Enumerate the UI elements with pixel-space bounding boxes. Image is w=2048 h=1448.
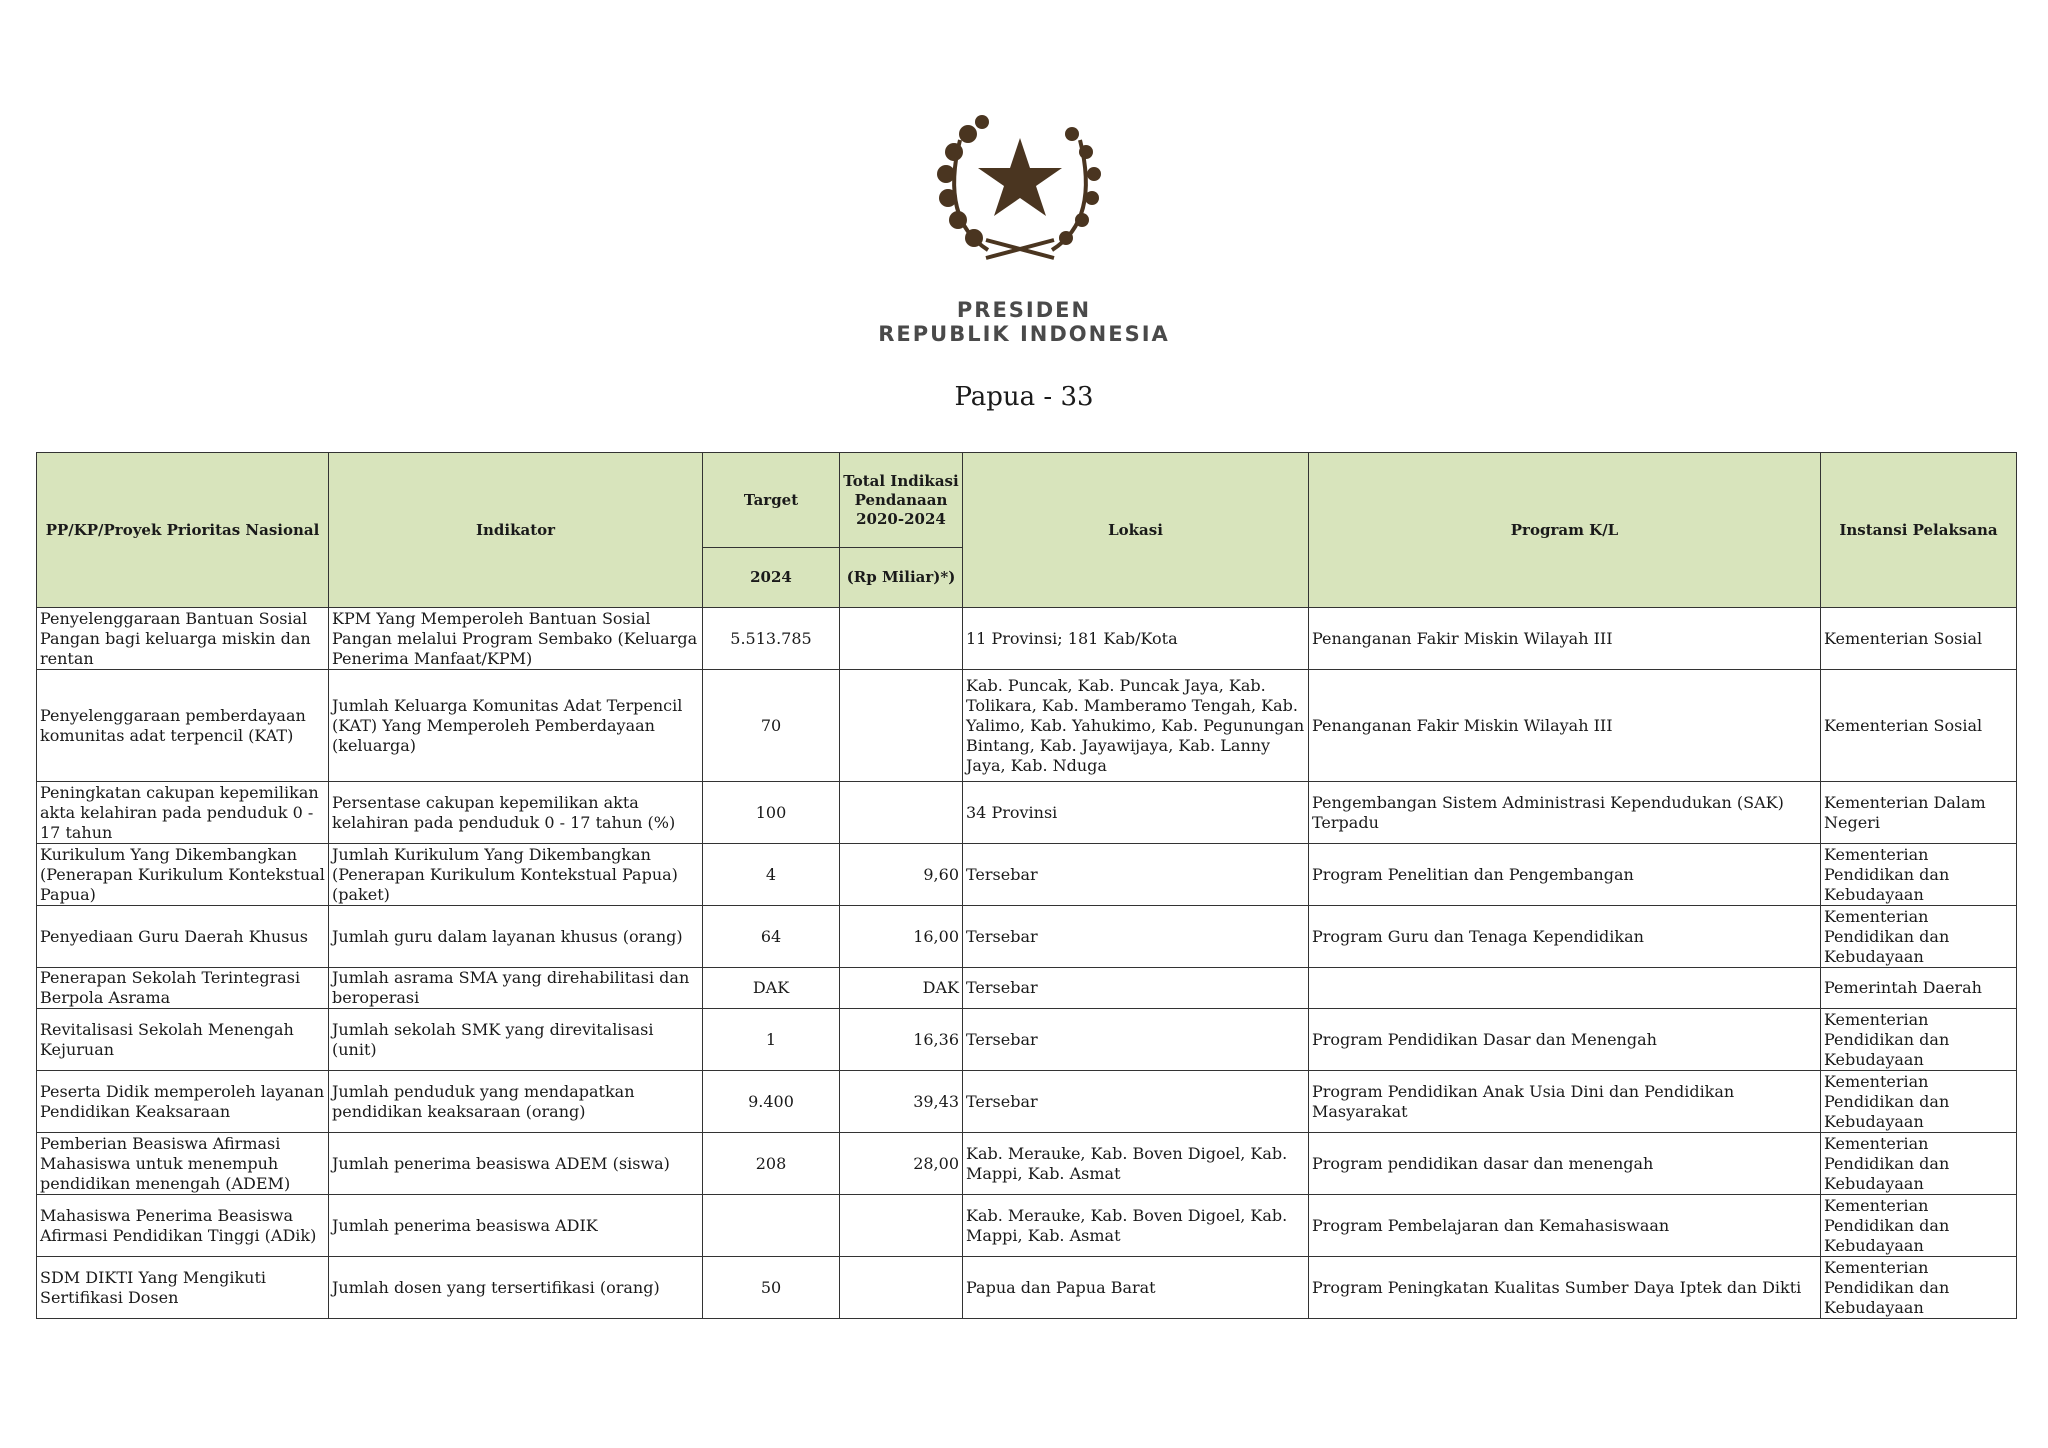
cell-lokasi: Tersebar: [963, 906, 1309, 968]
table-row: [37, 1071, 2017, 1133]
cell-proyek: Revitalisasi Sekolah Menengah Kejuruan: [37, 1009, 329, 1071]
cell-instansi: Kementerian Pendidikan dan Kebudayaan: [1821, 1195, 2017, 1257]
cell-proyek: Penyelenggaraan pemberdayaan komunitas adat terpencil (KAT): [37, 670, 329, 782]
cell-program: Program Peningkatan Kualitas Sumber Daya Iptek dan Dikti: [1309, 1257, 1821, 1319]
table-row: [37, 1009, 2017, 1071]
cell-lokasi: Kab. Merauke, Kab. Boven Digoel, Kab. Mappi, Kab. Asmat: [963, 1133, 1309, 1195]
cell-proyek: Penerapan Sekolah Terintegrasi Berpola Asrama: [37, 968, 329, 1009]
cell-program: Program Pendidikan Anak Usia Dini dan Pendidikan Masyarakat: [1309, 1071, 1821, 1133]
header-program: Program K/L: [1309, 453, 1821, 608]
cell-instansi: Kementerian Pendidikan dan Kebudayaan: [1821, 1009, 2017, 1071]
table-row: [37, 1195, 2017, 1257]
cell-target: 5.513.785: [703, 608, 840, 670]
cell-lokasi: Tersebar: [963, 844, 1309, 906]
table-row: [37, 906, 2017, 968]
cell-proyek: Mahasiswa Penerima Beasiswa Afirmasi Pendidikan Tinggi (ADik): [37, 1195, 329, 1257]
cell-lokasi: 11 Provinsi; 181 Kab/Kota: [963, 608, 1309, 670]
cell-program: Program Guru dan Tenaga Kependidikan: [1309, 906, 1821, 968]
cell-instansi: Kementerian Pendidikan dan Kebudayaan: [1821, 1257, 2017, 1319]
cell-dana: DAK: [840, 968, 963, 1009]
header-funding: Total Indikasi Pendanaan 2020-2024: [840, 453, 963, 548]
cell-dana: 28,00: [840, 1133, 963, 1195]
page-label: Papua - 33: [954, 382, 1094, 412]
cell-instansi: Kementerian Sosial: [1821, 670, 2017, 782]
cell-instansi: Kementerian Pendidikan dan Kebudayaan: [1821, 1071, 2017, 1133]
cell-program: Program Penelitian dan Pengembangan: [1309, 844, 1821, 906]
cell-proyek: Peningkatan cakupan kepemilikan akta kelahiran pada penduduk 0 - 17 tahun: [37, 782, 329, 844]
cell-program: Penanganan Fakir Miskin Wilayah III: [1309, 608, 1821, 670]
presidential-emblem-icon: [930, 100, 1110, 270]
cell-instansi: Kementerian Sosial: [1821, 608, 2017, 670]
header-lokasi: Lokasi: [963, 453, 1309, 608]
institution-name-line2: REPUBLIK INDONESIA: [878, 322, 1170, 346]
cell-proyek: SDM DIKTI Yang Mengikuti Sertifikasi Dosen: [37, 1257, 329, 1319]
header-indikator: Indikator: [329, 453, 703, 608]
header-target: Target: [703, 453, 840, 548]
cell-lokasi: Tersebar: [963, 1071, 1309, 1133]
cell-target: [703, 1195, 840, 1257]
cell-lokasi: Kab. Merauke, Kab. Boven Digoel, Kab. Mappi, Kab. Asmat: [963, 1195, 1309, 1257]
cell-indikator: Jumlah sekolah SMK yang direvitalisasi (unit): [329, 1009, 703, 1071]
cell-instansi: Kementerian Pendidikan dan Kebudayaan: [1821, 906, 2017, 968]
table-row: [37, 608, 2017, 670]
cell-program: [1309, 968, 1821, 1009]
cell-target: 50: [703, 1257, 840, 1319]
cell-proyek: Kurikulum Yang Dikembangkan (Penerapan Kurikulum Kontekstual Papua): [37, 844, 329, 906]
cell-target: 1: [703, 1009, 840, 1071]
cell-indikator: Jumlah penerima beasiswa ADIK: [329, 1195, 703, 1257]
cell-target: DAK: [703, 968, 840, 1009]
cell-dana: 9,60: [840, 844, 963, 906]
header-funding-unit: (Rp Miliar)*): [840, 548, 963, 608]
table-row: [37, 968, 2017, 1009]
cell-target: 208: [703, 1133, 840, 1195]
cell-indikator: Jumlah penduduk yang mendapatkan pendidikan keaksaraan (orang): [329, 1071, 703, 1133]
table-row: [37, 1133, 2017, 1195]
cell-proyek: Peserta Didik memperoleh layanan Pendidikan Keaksaraan: [37, 1071, 329, 1133]
cell-program: Program Pembelajaran dan Kemahasiswaan: [1309, 1195, 1821, 1257]
cell-instansi: Pemerintah Daerah: [1821, 968, 2017, 1009]
cell-proyek: Pemberian Beasiswa Afirmasi Mahasiswa untuk menempuh pendidikan menengah (ADEM): [37, 1133, 329, 1195]
cell-lokasi: Papua dan Papua Barat: [963, 1257, 1309, 1319]
cell-dana: 39,43: [840, 1071, 963, 1133]
cell-dana: [840, 1257, 963, 1319]
cell-lokasi: 34 Provinsi: [963, 782, 1309, 844]
header-target-year: 2024: [703, 548, 840, 608]
cell-dana: [840, 782, 963, 844]
cell-dana: 16,00: [840, 906, 963, 968]
cell-indikator: KPM Yang Memperoleh Bantuan Sosial Pangan melalui Program Sembako (Keluarga Penerima Manfaat/KPM): [329, 608, 703, 670]
cell-proyek: Penyelenggaraan Bantuan Sosial Pangan bagi keluarga miskin dan rentan: [37, 608, 329, 670]
cell-program: Program Pendidikan Dasar dan Menengah: [1309, 1009, 1821, 1071]
cell-indikator: Jumlah Kurikulum Yang Dikembangkan (Penerapan Kurikulum Kontekstual Papua) (paket): [329, 844, 703, 906]
cell-indikator: Jumlah Keluarga Komunitas Adat Terpencil (KAT) Yang Memperoleh Pemberdayaan (keluarga): [329, 670, 703, 782]
cell-target: 70: [703, 670, 840, 782]
table-row: [37, 782, 2017, 844]
cell-indikator: Jumlah penerima beasiswa ADEM (siswa): [329, 1133, 703, 1195]
cell-dana: [840, 608, 963, 670]
cell-target: 4: [703, 844, 840, 906]
cell-indikator: Jumlah guru dalam layanan khusus (orang): [329, 906, 703, 968]
cell-dana: [840, 670, 963, 782]
cell-indikator: Jumlah dosen yang tersertifikasi (orang): [329, 1257, 703, 1319]
cell-program: Pengembangan Sistem Administrasi Kependudukan (SAK) Terpadu: [1309, 782, 1821, 844]
cell-dana: 16,36: [840, 1009, 963, 1071]
cell-program: Program pendidikan dasar dan menengah: [1309, 1133, 1821, 1195]
cell-target: 100: [703, 782, 840, 844]
cell-indikator: Jumlah asrama SMA yang direhabilitasi dan beroperasi: [329, 968, 703, 1009]
cell-instansi: Kementerian Pendidikan dan Kebudayaan: [1821, 844, 2017, 906]
table-row: [37, 844, 2017, 906]
cell-program: Penanganan Fakir Miskin Wilayah III: [1309, 670, 1821, 782]
cell-instansi: Kementerian Pendidikan dan Kebudayaan: [1821, 1133, 2017, 1195]
cell-lokasi: Tersebar: [963, 968, 1309, 1009]
cell-indikator: Persentase cakupan kepemilikan akta kelahiran pada penduduk 0 - 17 tahun (%): [329, 782, 703, 844]
table-row: [37, 670, 2017, 782]
priority-projects-table: [36, 452, 2017, 1319]
cell-instansi: Kementerian Dalam Negeri: [1821, 782, 2017, 844]
institution-name-line1: PRESIDEN: [956, 298, 1092, 322]
cell-proyek: Penyediaan Guru Daerah Khusus: [37, 906, 329, 968]
table-row: [37, 1257, 2017, 1319]
cell-lokasi: Tersebar: [963, 1009, 1309, 1071]
cell-target: 9.400: [703, 1071, 840, 1133]
cell-lokasi: Kab. Puncak, Kab. Puncak Jaya, Kab. Tolikara, Kab. Mamberamo Tengah, Kab. Yalimo, Kab. Yahukimo, Kab. Pegunungan Bintang, Kab. Jayawijaya, Kab. Lanny Jaya, Kab. Nduga: [963, 670, 1309, 782]
cell-target: 64: [703, 906, 840, 968]
cell-dana: [840, 1195, 963, 1257]
header-instansi: Instansi Pelaksana: [1821, 453, 2017, 608]
header-proyek: PP/KP/Proyek Prioritas Nasional: [37, 453, 329, 608]
